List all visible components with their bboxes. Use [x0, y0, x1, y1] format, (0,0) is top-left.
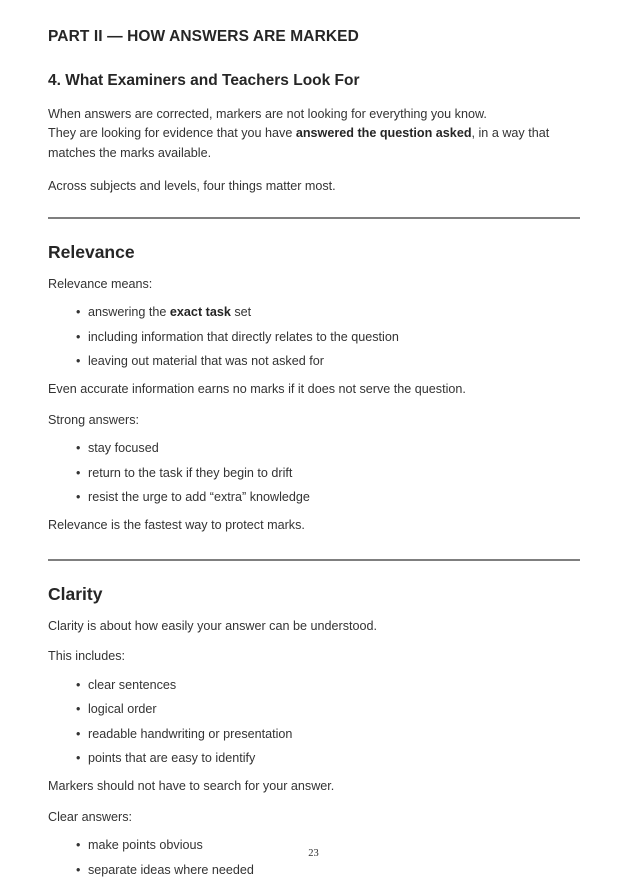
bullet-icon: •: [76, 329, 81, 344]
bullet-icon: •: [76, 490, 81, 505]
bullet-icon: •: [76, 751, 81, 765]
bullet-icon: •: [76, 354, 81, 369]
list-item: [48, 464, 580, 483]
part-heading: PART II — HOW ANSWERS ARE MARKED: [48, 28, 359, 45]
section-clarity: [48, 561, 580, 880]
bullet-icon: •: [76, 702, 81, 716]
list-item: [48, 488, 580, 507]
bullet-icon: •: [76, 862, 81, 877]
clarity-second-lead: This includes:: [48, 649, 125, 663]
list-item-text: readable handwriting or presentation: [88, 726, 293, 741]
list-item: [48, 725, 580, 744]
list-item-text: make points obvious: [88, 838, 203, 852]
list-item: [48, 303, 580, 322]
page-content: [48, 0, 580, 880]
intro-paragraph: [48, 105, 580, 164]
bullet-icon: •: [76, 677, 81, 692]
list-item-bold: exact task: [169, 305, 231, 320]
list-item: [48, 700, 580, 719]
list-item: [48, 676, 580, 695]
list-item: [48, 861, 580, 880]
bullet-icon: •: [76, 465, 81, 480]
relevance-list-one: [48, 294, 580, 371]
bullet-icon: •: [76, 305, 81, 320]
relevance-closing: Relevance is the fastest way to protect marks.: [48, 518, 305, 533]
list-item-text: points that are easy to identify: [88, 751, 256, 765]
list-item-text: stay focused: [88, 441, 159, 456]
intro-line-2-after-bold: , in a way that matches the marks available.: [48, 126, 550, 160]
list-item-text-after-bold: set: [230, 305, 252, 320]
list-item: [48, 328, 580, 347]
clarity-list-two-lead: Clear answers:: [48, 809, 132, 824]
list-item-text: clear sentences: [88, 677, 177, 692]
relevance-heading: Relevance: [48, 241, 135, 262]
intro-line-1: When answers are corrected, markers are not looking for everything you know.: [48, 106, 487, 121]
clarity-list-one: [48, 667, 580, 769]
relevance-intro: Relevance means:: [48, 276, 153, 291]
clarity-intro: Clarity is about how easily your answer can be understood.: [48, 618, 378, 633]
list-item-text: resist the urge to add “extra” knowledge: [88, 490, 310, 505]
page-number: 23: [308, 848, 319, 859]
list-item-text: including information that directly relates to the question: [88, 329, 399, 344]
clarity-middle-paragraph: Markers should not have to search for your answer.: [48, 779, 335, 793]
list-item-text: return to the task if they begin to drift: [88, 465, 293, 480]
list-item: [48, 749, 580, 768]
intro-bold-phrase: answered the question asked: [295, 126, 472, 141]
bullet-icon: •: [76, 441, 81, 456]
list-item-text: separate ideas where needed: [88, 862, 254, 877]
list-item-text-before-bold: answering the: [88, 305, 170, 320]
list-item-text: leaving out material that was not asked for: [88, 354, 324, 369]
list-item-text: logical order: [88, 702, 157, 716]
section-heading: 4. What Examiners and Teachers Look For: [48, 72, 360, 90]
relevance-list-two: [48, 430, 580, 507]
relevance-middle-paragraph: Even accurate information earns no marks if it does not serve the question.: [48, 382, 466, 397]
clarity-heading: Clarity: [48, 583, 103, 604]
bullet-icon: •: [76, 726, 81, 741]
list-item: [48, 439, 580, 458]
list-item: [48, 352, 580, 371]
intro-line-2-before-bold: They are looking for evidence that you have: [48, 126, 296, 141]
intro-closing-paragraph: Across subjects and levels, four things matter most.: [48, 179, 336, 194]
bullet-icon: •: [76, 838, 81, 852]
section-relevance: [48, 219, 580, 536]
relevance-second-lead: Strong answers:: [48, 412, 139, 427]
